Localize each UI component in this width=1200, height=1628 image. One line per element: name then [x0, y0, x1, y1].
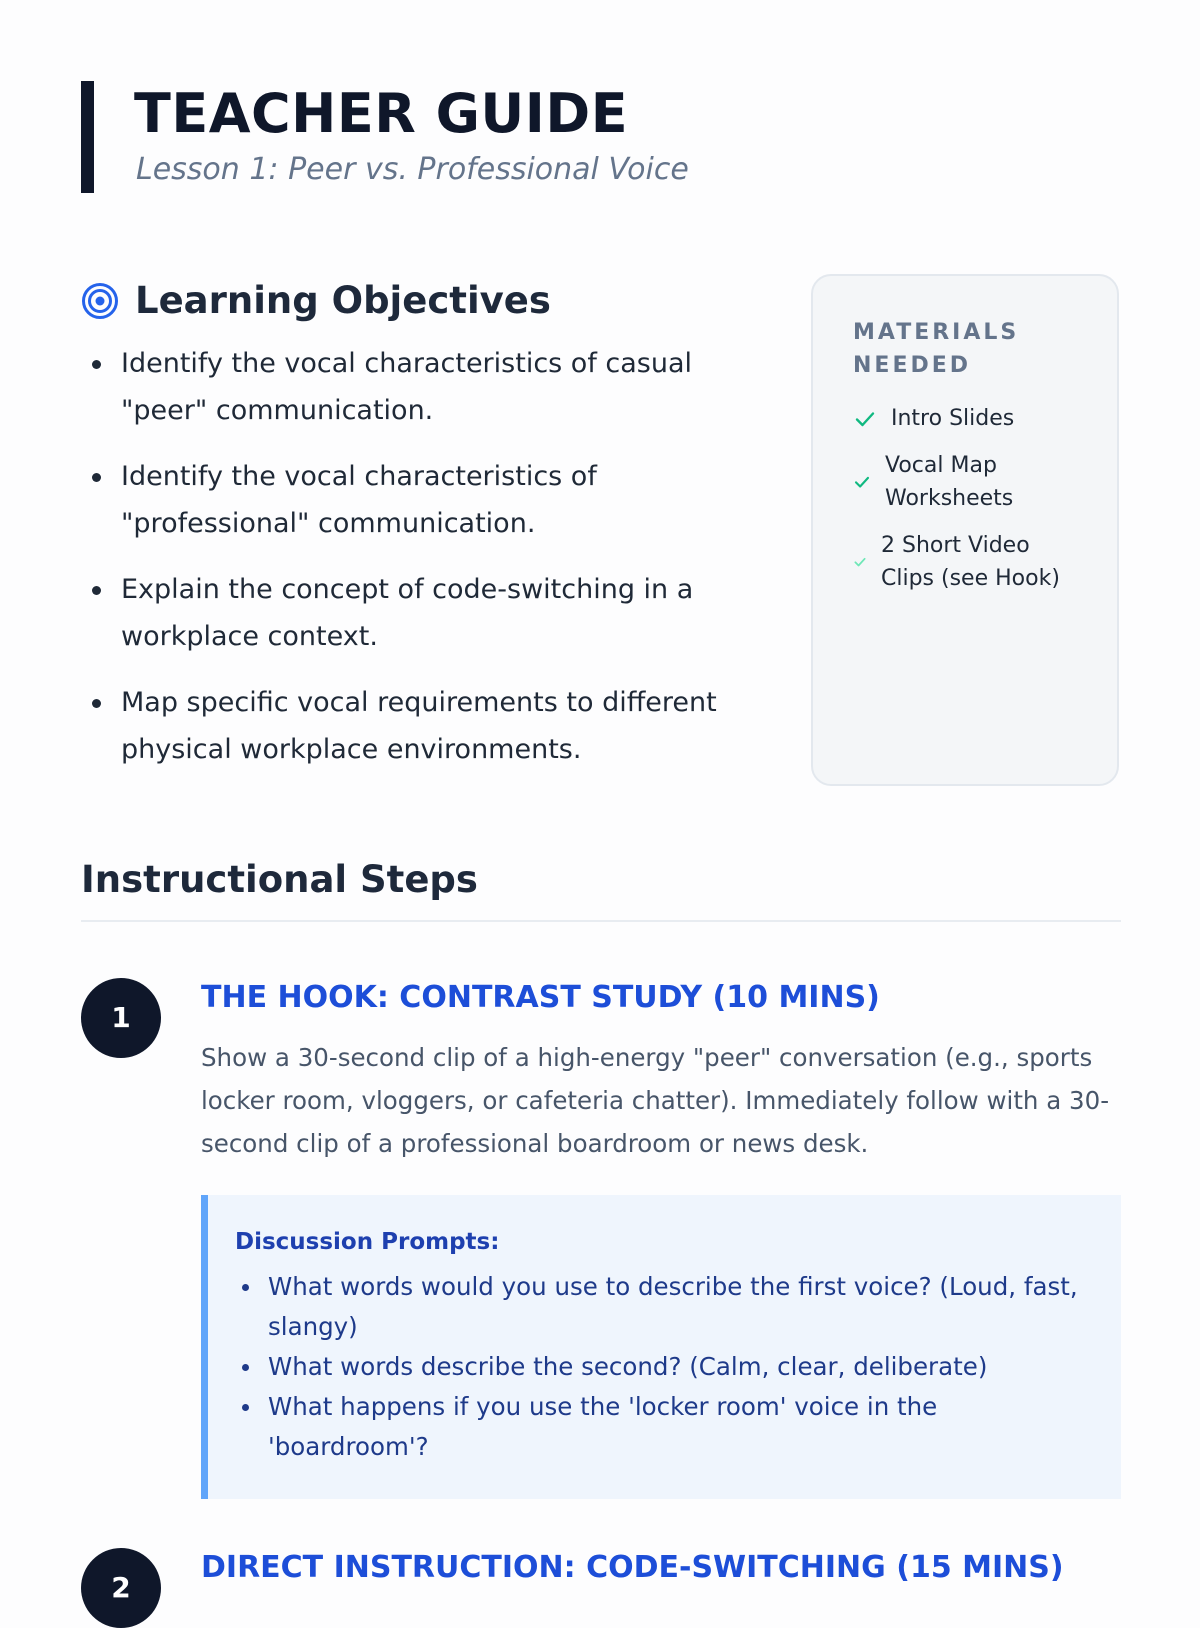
objectives-heading [81, 276, 771, 326]
objective-item: Explain the concept of code-switching in a workplace context. [81, 566, 771, 660]
prompt-item: What words describe the second? (Calm, clear, deliberate) [235, 1347, 1091, 1387]
materials-list [853, 402, 1087, 595]
material-label: Intro Slides [891, 406, 1015, 431]
step-title: DIRECT INSTRUCTION: CODE-SWITCHING (15 MINS) [201, 1550, 1064, 1585]
steps-heading: Instructional Steps [81, 858, 478, 901]
objective-item: Identify the vocal characteristics of casual "peer" communication. [81, 340, 771, 434]
header-accent-bar [81, 81, 94, 193]
target-icon [81, 282, 119, 320]
step-number-badge: 2 [81, 1548, 161, 1628]
page-subtitle: Lesson 1: Peer vs. Professional Voice [136, 152, 689, 187]
objective-item: Identify the vocal characteristics of "professional" communication. [81, 453, 771, 547]
material-item [853, 529, 1087, 595]
material-item [853, 449, 1087, 515]
prompt-item: What words would you use to describe the first voice? (Loud, fast, slangy) [235, 1267, 1091, 1347]
section-divider [81, 920, 1121, 922]
objectives-title: Learning Objectives [135, 279, 551, 322]
materials-title: MATERIALS NEEDED [853, 320, 1020, 378]
material-label: 2 Short Video Clips (see Hook) [881, 533, 1060, 591]
check-icon [853, 555, 867, 569]
discussion-prompts-box [201, 1195, 1121, 1499]
check-icon [853, 407, 877, 431]
prompts-list [235, 1267, 1091, 1467]
materials-card [811, 274, 1119, 786]
objectives-list [81, 340, 771, 773]
prompts-title: Discussion Prompts: [235, 1229, 500, 1255]
material-label: Vocal Map Worksheets [885, 453, 1014, 511]
step-content [201, 1548, 1121, 1588]
page-title: TEACHER GUIDE [134, 82, 629, 145]
step-title: THE HOOK: CONTRAST STUDY (10 MINS) [201, 980, 880, 1015]
step-description: Show a 30-second clip of a high-energy "peer" conversation (e.g., sports locker room, vloggers, or cafeteria chatter). Immediately follow with a 30-second clip of a professional boardroom or news desk. [201, 1043, 1110, 1158]
material-item [853, 402, 1087, 435]
objective-item: Map specific vocal requirements to different physical workplace environments. [81, 679, 771, 773]
teacher-guide-page [81, 0, 1121, 1604]
page-header [81, 81, 981, 193]
learning-objectives [81, 276, 771, 792]
step-content [201, 978, 1121, 1499]
step-number-badge: 1 [81, 978, 161, 1058]
check-icon [853, 473, 871, 491]
prompt-item: What happens if you use the 'locker room' voice in the 'boardroom'? [235, 1387, 1091, 1467]
